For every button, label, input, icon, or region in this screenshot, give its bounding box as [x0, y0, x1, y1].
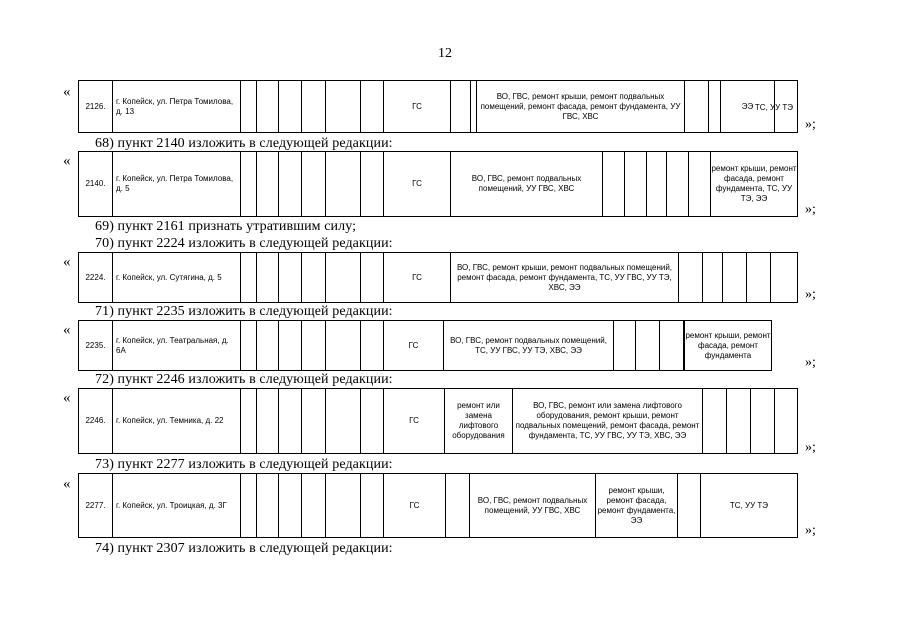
empty-cell	[647, 152, 667, 216]
heading-68: 68) пункт 2140 изложить в следующей редакции:	[95, 136, 393, 151]
quote-open: «	[63, 153, 71, 169]
empty-cell	[703, 389, 727, 453]
row-address: г. Копейск, ул. Петра Томилова, д. 5	[113, 152, 241, 216]
page-number: 12	[438, 46, 452, 61]
row-works-a: ВО, ГВС, ремонт крыши, ремонт подвальных помещений, ремонт фасада, ремонт фундамента, УУ ГВС, ХВС	[477, 81, 685, 132]
row-address: г. Копейск, ул. Театральная, д. 6А	[113, 321, 241, 370]
empty-cell	[660, 321, 684, 370]
quote-close: »;	[805, 355, 816, 370]
empty-cell	[241, 253, 257, 302]
row-number: 2235.	[79, 321, 113, 370]
empty-cell	[326, 81, 361, 132]
empty-cell	[446, 474, 470, 537]
empty-cell	[709, 81, 721, 132]
quote-open: «	[63, 476, 71, 492]
empty-cell	[361, 152, 384, 216]
empty-cell	[279, 253, 302, 302]
heading-69: 69) пункт 2161 признать утратившим силу;	[95, 219, 357, 234]
empty-cell	[727, 389, 751, 453]
empty-cell	[302, 389, 326, 453]
empty-cell	[678, 474, 701, 537]
empty-cell	[747, 253, 771, 302]
row-type: ГС	[384, 81, 451, 132]
row-works-a: ВО, ГВС, ремонт крыши, ремонт подвальных помещений, ремонт фасада, ремонт фундамента, ТС, УУ ГВС, УУ ТЭ, ХВС, ЭЭ	[451, 253, 679, 302]
quote-close: »;	[805, 202, 816, 217]
quote-open: «	[63, 322, 71, 338]
row-address: г. Копейск, ул. Сутягина, д. 5	[113, 253, 241, 302]
quote-close: »;	[805, 287, 816, 302]
empty-cell	[302, 152, 326, 216]
row-type: ГС	[384, 152, 451, 216]
row-type: ГС	[384, 321, 444, 370]
row-works-a: ВО, ГВС, ремонт подвальных помещений, ТС, УУ ГВС, УУ ТЭ, ХВС, ЭЭ	[444, 321, 614, 370]
empty-cell	[361, 474, 384, 537]
table-row-2140	[78, 151, 798, 217]
row-works-b: ВО, ГВС, ремонт или замена лифтового оборудования, ремонт крыши, ремонт подвальных помещений, ремонт фасада, ремонт фундамента, ТС, УУ ГВС, УУ ТЭ, ХВС, ЭЭ	[513, 389, 703, 453]
heading-72: 72) пункт 2246 изложить в следующей редакции:	[95, 372, 393, 387]
quote-open: «	[63, 390, 71, 406]
heading-73: 73) пункт 2277 изложить в следующей редакции:	[95, 457, 393, 472]
table-row-2224	[78, 252, 798, 303]
row-number: 2246.	[79, 389, 113, 453]
empty-cell	[257, 321, 279, 370]
row-type: ГС	[384, 253, 451, 302]
row-address: г. Копейск, ул. Темника, д. 22	[113, 389, 241, 453]
empty-cell	[279, 389, 302, 453]
empty-cell	[451, 81, 471, 132]
quote-open: «	[63, 84, 71, 100]
empty-cell	[703, 253, 723, 302]
empty-cell	[775, 389, 797, 453]
empty-cell	[241, 81, 257, 132]
quote-close: »;	[805, 523, 816, 538]
table-row-2277	[78, 473, 798, 538]
empty-cell	[302, 81, 326, 132]
row-works-a: ремонт или замена лифтового оборудования	[445, 389, 513, 453]
row-number: 2224.	[79, 253, 113, 302]
row-type: ГС	[384, 389, 445, 453]
empty-cell	[279, 152, 302, 216]
heading-70: 70) пункт 2224 изложить в следующей редакции:	[95, 236, 393, 251]
empty-cell	[771, 253, 797, 302]
empty-cell	[603, 152, 625, 216]
empty-cell	[241, 321, 257, 370]
row-works-b: ремонт крыши, ремонт фасада, ремонт фундамента, ТС, УУ ТЭ, ЭЭ	[711, 164, 797, 203]
empty-cell	[636, 321, 660, 370]
empty-cell	[257, 253, 279, 302]
empty-cell	[257, 152, 279, 216]
row-works-a: ВО, ГВС, ремонт подвальных помещений, УУ ГВС, ХВС	[451, 152, 603, 216]
empty-cell	[241, 474, 257, 537]
empty-cell	[326, 474, 361, 537]
empty-cell	[279, 474, 302, 537]
empty-cell	[279, 81, 302, 132]
empty-cell	[361, 389, 384, 453]
row-works-b: ремонт крыши, ремонт фасада, ремонт фундамента	[685, 330, 771, 360]
quote-close: »;	[805, 117, 816, 132]
row-works-b: ЭЭ	[721, 81, 775, 132]
row-number: 2140.	[79, 152, 113, 216]
empty-cell	[361, 81, 384, 132]
empty-cell	[751, 389, 775, 453]
empty-cell	[326, 321, 361, 370]
heading-74: 74) пункт 2307 изложить в следующей редакции:	[95, 541, 393, 556]
heading-71: 71) пункт 2235 изложить в следующей редакции:	[95, 304, 393, 319]
empty-cell	[361, 321, 384, 370]
empty-cell	[723, 253, 747, 302]
empty-cell	[361, 253, 384, 302]
row-number: 2126.	[79, 81, 113, 132]
empty-cell	[679, 253, 703, 302]
row-works-a: ВО, ГВС, ремонт подвальных помещений, УУ ГВС, ХВС	[470, 474, 596, 537]
empty-cell	[257, 81, 279, 132]
empty-cell	[279, 321, 302, 370]
quote-open: «	[63, 254, 71, 270]
table-row-2246	[78, 388, 798, 454]
empty-cell	[257, 389, 279, 453]
empty-cell	[667, 152, 689, 216]
empty-cell	[685, 81, 709, 132]
empty-cell	[302, 253, 326, 302]
empty-cell	[614, 321, 636, 370]
quote-close: »;	[805, 440, 816, 455]
empty-cell	[241, 389, 257, 453]
table-row-2126	[78, 80, 798, 133]
row-works-b: ремонт крыши, ремонт фасада, ремонт фундамента, ЭЭ	[596, 474, 678, 537]
empty-cell	[625, 152, 647, 216]
empty-cell	[257, 474, 279, 537]
empty-cell	[326, 152, 361, 216]
row-works-c: ТС, УУ ТЭ	[729, 500, 769, 510]
row-type: ГС	[384, 474, 446, 537]
empty-cell	[326, 389, 361, 453]
table-row-2235	[78, 320, 772, 371]
empty-cell	[302, 474, 326, 537]
row-works-c: ТС, УУ ТЭ	[754, 102, 794, 112]
row-address: г. Копейск, ул. Троицкая, д. 3Г	[113, 474, 241, 537]
empty-cell	[326, 253, 361, 302]
row-address: г. Копейск, ул. Петра Томилова, д. 13	[113, 81, 241, 132]
empty-cell	[241, 152, 257, 216]
empty-cell	[302, 321, 326, 370]
empty-cell	[689, 152, 711, 216]
row-number: 2277.	[79, 474, 113, 537]
